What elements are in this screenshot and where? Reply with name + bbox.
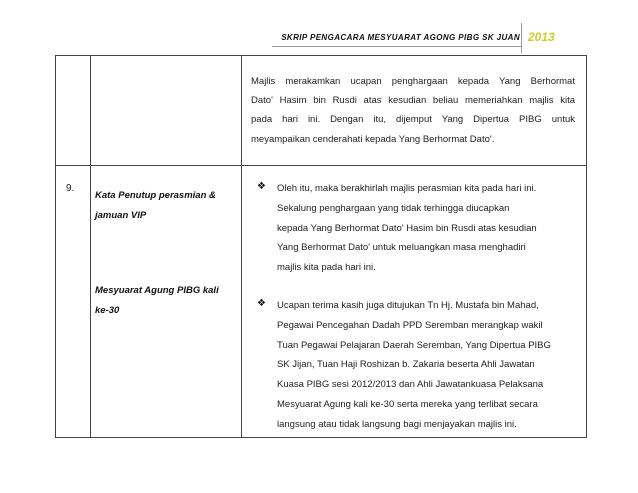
bullet-line: Oleh itu, maka berakhirlah majlis perasmian kita pada hari ini. (277, 183, 537, 194)
row-divider (55, 165, 587, 166)
item-title-line: Kata Penutup perasmian & (95, 190, 216, 201)
item-title-line: ke-30 (95, 305, 120, 316)
bullet-line: SK Jijan, Tuan Haji Roshizan b. Zakaria beserta Ahli Jawatan (277, 359, 535, 371)
bullet-line: Yang Berhormat Dato' untuk meluangkan masa menghadiri (277, 242, 526, 254)
bullet-line: Sekalung penghargaan yang tidak terhingga diucapkan (277, 202, 510, 214)
item-title-line: Mesyuarat Agung PIBG kali (95, 285, 219, 296)
header-divider-vertical (521, 23, 522, 53)
item-title-meeting (95, 281, 240, 321)
closing-paragraph (251, 72, 575, 149)
paragraph-line: Majlis merakamkan ucapan penghargaan kepada Yang Berhormat (251, 76, 575, 87)
item-number: 9. (66, 183, 75, 194)
document-title: SKRIP PENGACARA MESYUARAT AGONG PIBG SK JUAN (281, 33, 520, 42)
document-year: 2013 (528, 30, 555, 44)
bullet-line: Mesyuarat Agung kali ke-30 serta mereka yang terlibat secara (277, 398, 538, 410)
table-border-left (55, 55, 56, 438)
item-title-line: jamuan VIP (95, 210, 147, 221)
bullet-paragraph-thanks (277, 296, 583, 435)
table-border-top (55, 55, 587, 56)
col-divider-1 (90, 55, 91, 438)
col-divider-2 (241, 55, 242, 438)
table-border-bottom (55, 437, 587, 438)
page-header (0, 0, 638, 55)
paragraph-line: meyampaikan cenderahati kepada Yang Berhormat Dato'. (251, 133, 495, 145)
bullet-line: Tuan Pegawai Pelajaran Daerah Seremban, Yang Dipertua PIBG (277, 339, 551, 351)
bullet-line: langsung atau tidak langsung bagi menjayakan majlis ini. (277, 418, 517, 430)
bullet-line: Pegawai Pencegahan Dadah PPD Seremban merangkap wakil (277, 319, 543, 331)
table-border-right (586, 55, 587, 438)
diamond-bullet-icon: ❖ (257, 298, 266, 309)
paragraph-line: Dato' Hasim bin Rusdi atas kesudian beliau memeriahkan majlis kita (251, 95, 575, 107)
paragraph-line: pada hari ini. Dengan itu, dijemput Yang Dipertua PIBG untuk (251, 114, 575, 126)
bullet-line: majlis kita pada hari ini. (277, 262, 376, 274)
script-table (55, 55, 587, 438)
diamond-bullet-icon: ❖ (257, 181, 266, 192)
item-title-closing (95, 186, 240, 226)
bullet-line: Ucapan terima kasih juga ditujukan Tn Hj. Mustafa bin Mahad, (277, 300, 539, 311)
bullet-line: Kuasa PIBG sesi 2012/2013 dan Ahli Jawatankuasa Pelaksana (277, 379, 544, 391)
bullet-line: kepada Yang Berhormat Dato' Hasim bin Rusdi atas kesudian (277, 222, 537, 234)
header-divider-horizontal (272, 46, 522, 47)
bullet-paragraph-closing (277, 179, 583, 278)
